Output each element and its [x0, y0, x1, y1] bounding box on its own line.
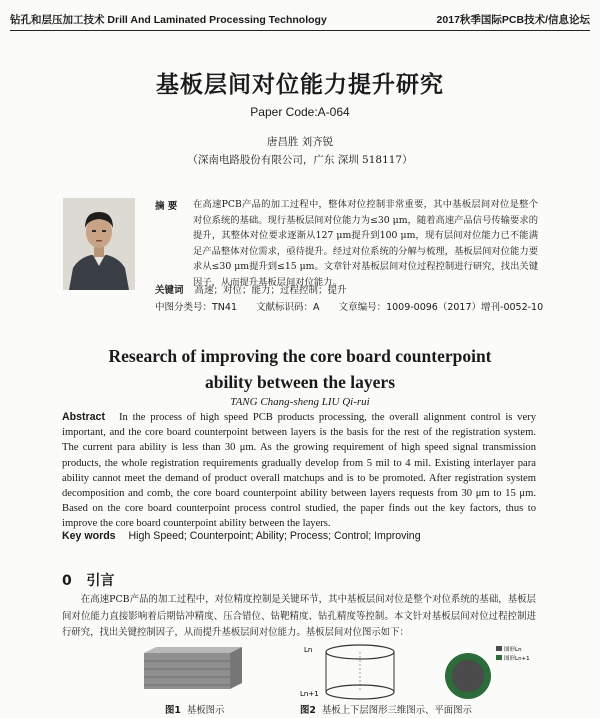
author-photo	[63, 198, 135, 290]
abstract-en-text: In the process of high speed PCB products processing, the overall alignment control is very important, and the core board counterpoint between layers is the basis for the rest of the registration system. The current para ability is less than 30 μm. As the growing requirement of high speed signal transmission products, the whole registration requirements gradually develop from 5 mil to 4 mil. Existing interlayer para ability cannot meet the demand of product overall matchups and is to be promoted. After registration system decomposition and comb, the core board counterpoint ability between layers requests from 30 μm to 15 μm. Based on the core board counterpoint process control studied, the paper finds out the key factors, thus to improve the core board counterpoint ability between the layers.	[62, 412, 536, 530]
figure-1-board-image	[138, 645, 244, 691]
keywords-en-label: Key words	[62, 530, 116, 542]
title-en-line2: ability between the layers	[204, 372, 396, 392]
title-cn: 基板层间对位能力提升研究	[156, 72, 444, 98]
document-code: 文献标识码：A	[256, 302, 320, 313]
author-photo-image	[63, 198, 135, 290]
keywords-en	[62, 530, 421, 542]
figure-1-caption	[165, 702, 224, 716]
header-rule	[10, 30, 590, 31]
running-header	[10, 12, 590, 28]
figure-2-layers-diagram	[300, 642, 530, 704]
paper-code: Paper Code:A-064	[250, 105, 350, 119]
abstract-en	[62, 410, 536, 532]
figure-1-label: 图1	[165, 705, 181, 716]
fig2-label-top: Ln	[304, 646, 313, 654]
title-en	[0, 343, 600, 395]
section-number: 0	[62, 573, 72, 589]
keywords-cn	[155, 282, 347, 296]
fig2-legend-2: 图形Ln+1	[504, 656, 530, 662]
keywords-cn-label: 关键词	[155, 285, 184, 296]
fig2-label-bottom: Ln+1	[300, 690, 319, 698]
keywords-en-text: High Speed; Counterpoint; Ability; Process; Control; Improving	[128, 530, 421, 542]
section-heading	[62, 570, 114, 590]
article-number: 文章编号：1009-0096（2017）增刊-0052-10	[338, 302, 544, 313]
abstract-en-label: Abstract	[62, 411, 105, 423]
figure-2-caption	[300, 702, 472, 716]
clc-number: 中图分类号：TN41	[155, 302, 237, 313]
figure-2-caption-text: 基板上下层图形三维图示、平面图示	[321, 705, 472, 716]
affiliation-cn: （深南电路股份有限公司，广东 深圳 518117）	[187, 154, 413, 166]
section-title: 引言	[86, 573, 115, 589]
keywords-cn-text: 高速；对位；能力；过程控制；提升	[194, 285, 347, 296]
title-en-line1: Research of improving the core board counterpoint	[108, 346, 492, 366]
authors-cn: 唐昌胜 刘齐锐	[266, 136, 334, 148]
section-body: 在高速PCB产品的加工过程中，对位精度控制是关键环节，其中基板层间对位是整个对位系统的基础，基板层间对位能力直接影响着后期钻冲精度、压合错位、钻靶精度、钻孔精度等控制。本文针对基板层间对位过程控制进行研究，找出关键控制因子，从而提升基板层间对位能力。基板层间对位图示如下：	[62, 594, 536, 638]
header-left: 钻孔和层压加工技术 Drill And Laminated Processing Technology	[10, 14, 327, 26]
classification-line	[155, 299, 559, 313]
abstract-cn-text: 在高速PCB产品的加工过程中，整体对位控制非常重要，其中基板层间对位是整个对位系统的基础。现行基板层间对位能力为≤30 μm，随着高速产品信号传输要求的提升，其整体对位要求逐渐从127 μm提升到100 μm，现有层间对位能力已不能满足产品整体对位需求，亟待提升。经过对位系统的分解与梳理，基板层间对位能力要求从≤30 μm提升到≤15 μm。文章针对基板层间对位过程控制进行研究，找出关键因子，从而提升基板层间对位能力。	[193, 199, 538, 288]
figure-1-caption-text: 基板图示	[186, 705, 225, 716]
figure-2-label: 图2	[300, 705, 316, 716]
fig2-legend-1: 图形Ln	[504, 647, 522, 653]
header-right: 2017秋季国际PCB技术/信息论坛	[436, 14, 590, 26]
authors-en: TANG Chang-sheng LIU Qi-rui	[230, 396, 370, 408]
abstract-cn-label: 摘 要	[155, 201, 178, 212]
